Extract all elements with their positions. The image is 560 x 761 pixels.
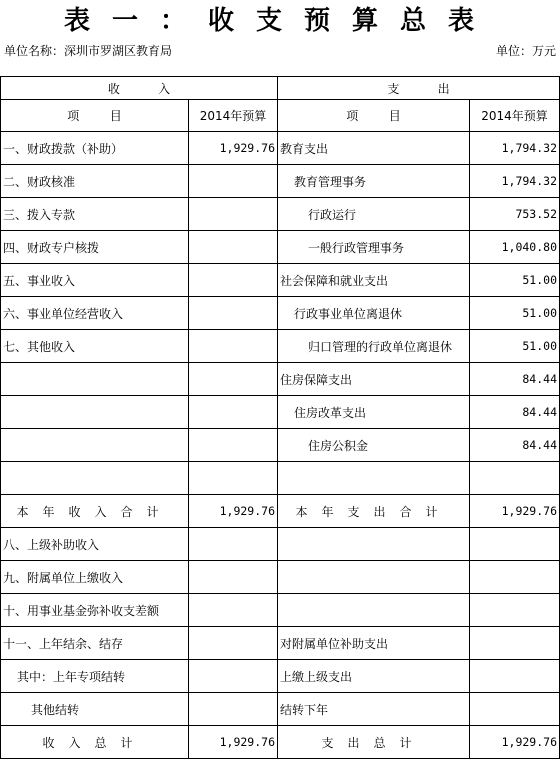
expense-value	[470, 693, 560, 726]
expense-item: 住房公积金	[278, 429, 470, 462]
table-row	[1, 297, 560, 330]
expense-value: 84.44	[470, 429, 560, 462]
expense-item-header: 项 目	[278, 100, 470, 132]
income-item: 七、其他收入	[1, 330, 189, 363]
table-row	[1, 429, 560, 462]
table-row	[1, 330, 560, 363]
table-row	[1, 627, 560, 660]
expense-value: 51.00	[470, 264, 560, 297]
expense-value	[470, 660, 560, 693]
income-item: 六、事业单位经营收入	[1, 297, 189, 330]
income-value	[189, 231, 278, 264]
table-row	[1, 132, 560, 165]
expense-value: 84.44	[470, 396, 560, 429]
income-item: 四、财政专户核拨	[1, 231, 189, 264]
expense-item: 教育管理事务	[278, 165, 470, 198]
expense-value	[470, 594, 560, 627]
income-total-label: 收入总计	[1, 726, 189, 759]
income-item	[1, 396, 189, 429]
table-row	[1, 165, 560, 198]
expense-item	[278, 462, 470, 495]
header-row-1	[1, 77, 560, 100]
table-row	[1, 594, 560, 627]
income-item: 其中：上年专项结转	[1, 660, 189, 693]
income-item: 十一、上年结余、结存	[1, 627, 189, 660]
expense-value: 753.52	[470, 198, 560, 231]
income-item	[1, 363, 189, 396]
expense-value	[470, 528, 560, 561]
budget-table	[0, 76, 560, 759]
expense-value	[470, 627, 560, 660]
expense-value: 51.00	[470, 330, 560, 363]
income-subtotal-label: 本年收入合计	[1, 495, 189, 528]
income-value	[189, 264, 278, 297]
income-value	[189, 396, 278, 429]
income-value	[189, 198, 278, 231]
income-value	[189, 660, 278, 693]
income-item: 九、附属单位上缴收入	[1, 561, 189, 594]
expense-item: 结转下年	[278, 693, 470, 726]
income-value	[189, 462, 278, 495]
expense-item: 行政事业单位离退休	[278, 297, 470, 330]
table-row	[1, 231, 560, 264]
table-row	[1, 264, 560, 297]
page-title: 表一：收支预算总表	[63, 6, 496, 36]
expense-value	[470, 462, 560, 495]
expense-value	[470, 561, 560, 594]
income-item: 二、财政核准	[1, 165, 189, 198]
expense-value: 1,040.80	[470, 231, 560, 264]
expense-subtotal-value: 1,929.76	[470, 495, 560, 528]
income-item	[1, 429, 189, 462]
table-row	[1, 396, 560, 429]
table-row	[1, 693, 560, 726]
table-row	[1, 363, 560, 396]
table-row	[1, 462, 560, 495]
income-budget-header: 2014年预算	[189, 100, 278, 132]
expense-value: 51.00	[470, 297, 560, 330]
table-row	[1, 561, 560, 594]
income-value	[189, 429, 278, 462]
income-value	[189, 363, 278, 396]
expense-header: 支 出	[278, 77, 560, 100]
income-value	[189, 594, 278, 627]
expense-item: 社会保障和就业支出	[278, 264, 470, 297]
income-item: 一、财政拨款（补助）	[1, 132, 189, 165]
unit-name: 单位名称：深圳市罗湖区教育局	[4, 44, 173, 58]
expense-value: 84.44	[470, 363, 560, 396]
income-subtotal-value: 1,929.76	[189, 495, 278, 528]
expense-item	[278, 594, 470, 627]
total-row	[1, 726, 560, 759]
table-row	[1, 198, 560, 231]
expense-value: 1,794.32	[470, 165, 560, 198]
expense-item: 行政运行	[278, 198, 470, 231]
expense-total-label: 支出总计	[278, 726, 470, 759]
expense-subtotal-label: 本年支出合计	[278, 495, 470, 528]
expense-item: 住房改革支出	[278, 396, 470, 429]
subtotal-row	[1, 495, 560, 528]
unit-label: 单位：万元	[495, 44, 556, 58]
income-value	[189, 528, 278, 561]
income-item: 其他结转	[1, 693, 189, 726]
income-value	[189, 693, 278, 726]
income-item: 五、事业收入	[1, 264, 189, 297]
header-row-2	[1, 100, 560, 132]
expense-item: 教育支出	[278, 132, 470, 165]
expense-value: 1,794.32	[470, 132, 560, 165]
expense-budget-header: 2014年预算	[470, 100, 560, 132]
income-total-value: 1,929.76	[189, 726, 278, 759]
expense-item: 上缴上级支出	[278, 660, 470, 693]
expense-item	[278, 528, 470, 561]
income-value	[189, 561, 278, 594]
expense-item: 归口管理的行政单位离退休	[278, 330, 470, 363]
income-value	[189, 297, 278, 330]
income-item-header: 项 目	[1, 100, 189, 132]
income-item: 三、拨入专款	[1, 198, 189, 231]
expense-total-value: 1,929.76	[470, 726, 560, 759]
income-value	[189, 330, 278, 363]
income-item: 十、用事业基金弥补收支差额	[1, 594, 189, 627]
expense-item: 一般行政管理事务	[278, 231, 470, 264]
income-value	[189, 165, 278, 198]
income-header: 收 入	[1, 77, 278, 100]
income-value	[189, 627, 278, 660]
expense-item: 对附属单位补助支出	[278, 627, 470, 660]
table-row	[1, 528, 560, 561]
expense-item: 住房保障支出	[278, 363, 470, 396]
income-item: 八、上级补助收入	[1, 528, 189, 561]
expense-item	[278, 561, 470, 594]
table-row	[1, 660, 560, 693]
income-value: 1,929.76	[189, 132, 278, 165]
income-item	[1, 462, 189, 495]
